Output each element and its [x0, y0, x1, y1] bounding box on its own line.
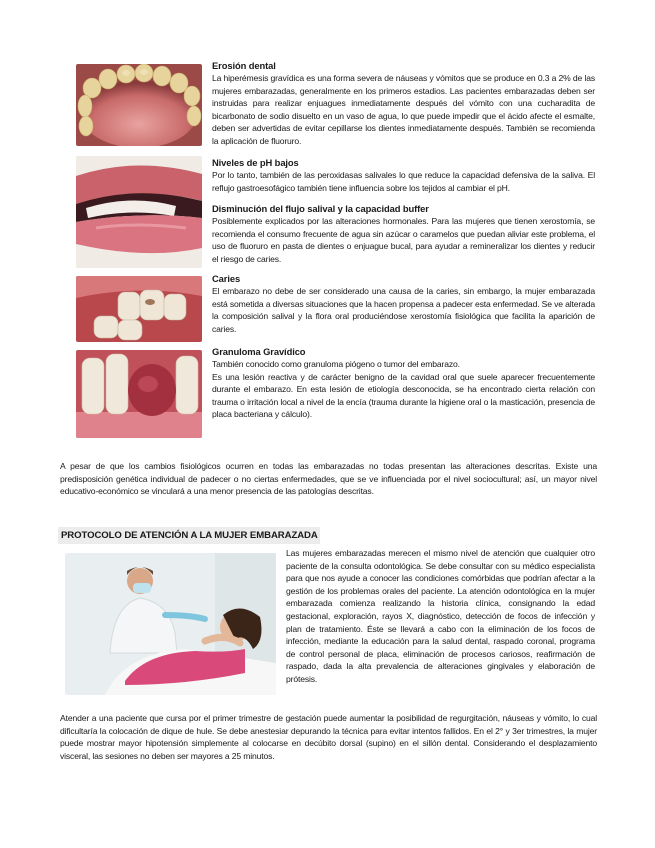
section-title: Disminución del flujo salival y la capacidad buffer: [212, 203, 429, 214]
dental-erosion-photo: [76, 64, 202, 146]
section-text: La hiperémesis gravídica es una forma severa de náuseas y vómitos que se produce en 0.3 a 2% de las mujeres embarazadas, generalmente en los primeros estadios. Las pacientes embarazadas deben ser instruidas para realizar enjuagues inmediatamente después del vómito con una cucharadita de bicarbonato de sodio disuelto en un vaso de agua, lo que puede impedir que el ácido afecte el esmalte, deben ser advertidas de evitar cepillarse los dientes inmediatamente después. También se recomienda la aplicación de fluoruro.: [212, 73, 595, 146]
section-title: Caries: [212, 273, 241, 284]
section-granuloma: [212, 346, 595, 421]
section-caries: [212, 273, 595, 335]
caries-photo: [76, 276, 202, 342]
summary-paragraph: A pesar de que los cambios fisiológicos ocurren en todas las embarazadas no todas presentan las alteraciones descritas. Existe una predisposición genética individual de padecer o no ciertas enfermedades, que se ve influenciada por el nivel sociocultural; así, un mayor nivel educativo-económico se vinculará a una menor presencia de las patologías descritas.: [60, 461, 597, 497]
section-dental-erosion: [212, 60, 595, 148]
protocol-heading: PROTOCOLO DE ATENCIÓN A LA MUJER EMBARAZADA: [58, 527, 320, 544]
section-text: Es una lesión reactiva y de carácter benigno de la cavidad oral que suele aparecer frecuentemente durante el embarazo. En esta lesión de etiología desconocida, se ha encontrado cierta relación con trauma o irritación local a nivel de la encía (trauma durante la higiene oral o la masticación, presencia de placa bacteriana y cálculo).: [212, 371, 595, 420]
granuloma-photo: [76, 350, 202, 438]
section-text: El embarazo no debe de ser considerado una causa de la caries, sin embargo, la mujer embarazada está sometida a diversas situaciones que la hacen propensa a padecer esta enfermedad. Se ve alterada la composición salival y la flora oral produciéndose xerostomía fisiológica que facilita la aparición de caries.: [212, 286, 595, 334]
protocol-paragraph-2: Atender a una paciente que cursa por el primer trimestre de gestación puede aumentar la posibilidad de regurgitación, náuseas y vómito, lo cual dificultaría la colocación de dique de hule. Se debe anestesiar depurando la técnica para evitar intentos fallidos. En el 2° y 3er trimestres, la mujer puede mostrar mayor hipotensión simplemente al colocarse en decúbito dorsal (supino) en el sillón dental. Considerando el desplazamiento visceral, las sesiones no deben ser mayores a 25 minutos.: [60, 713, 597, 761]
section-title: Granuloma Gravídico: [212, 346, 306, 357]
mouth-lips-photo: [76, 156, 202, 268]
section-text-line1: También conocido como granuloma piógeno o tumor del embarazo.: [212, 359, 460, 369]
section-title: Niveles de pH bajos: [212, 157, 299, 168]
dentist-patient-photo: [65, 553, 276, 695]
section-text: Por lo tanto, también de las peroxidasas salivales lo que reduce la capacidad defensiva de la saliva. El reflujo gastroesofágico también tiene influencia sobre los tejidos al cambiar el pH.: [212, 170, 595, 193]
protocol-paragraph-1: Las mujeres embarazadas merecen el mismo nivel de atención que cualquier otro paciente de la consulta odontológica. Se debe consultar con su médico especialista para que nos ayude a conocer las condiciones comórbidas que podrían afectar a la gestión de los problemas orales del paciente. La atención odontológica en la mujer embarazada comienza realizando la historia clínica, consignando la edad gestacional, exploración, rayos X, diagnóstico, detección de focos de infección y plan de tratamiento. Éste se llevará a cabo con la eliminación de los focos de infección, mediante la educación para la salud dental, raspado coronal, programa de control personal de placa, eliminación de procesos cariosos, reafirmación de raspado, dada la alta prevalencia de alteraciones gingivales y elaboración de prótesis.: [286, 548, 595, 684]
section-low-ph: [212, 157, 595, 194]
section-text: Posiblemente explicados por las alteraciones hormonales. Para las mujeres que tienen xerostomía, se recomienda el consumo frecuente de agua sin azúcar o caramelos que puedan aliviar este problema, el uso de fluoruro en pasta de dientes o enjuague bucal, para ayudar a remineralizar los dientes y reducir el riesgo de caries.: [212, 216, 595, 264]
section-salivary-flow: [212, 203, 595, 265]
section-title: Erosión dental: [212, 60, 276, 71]
